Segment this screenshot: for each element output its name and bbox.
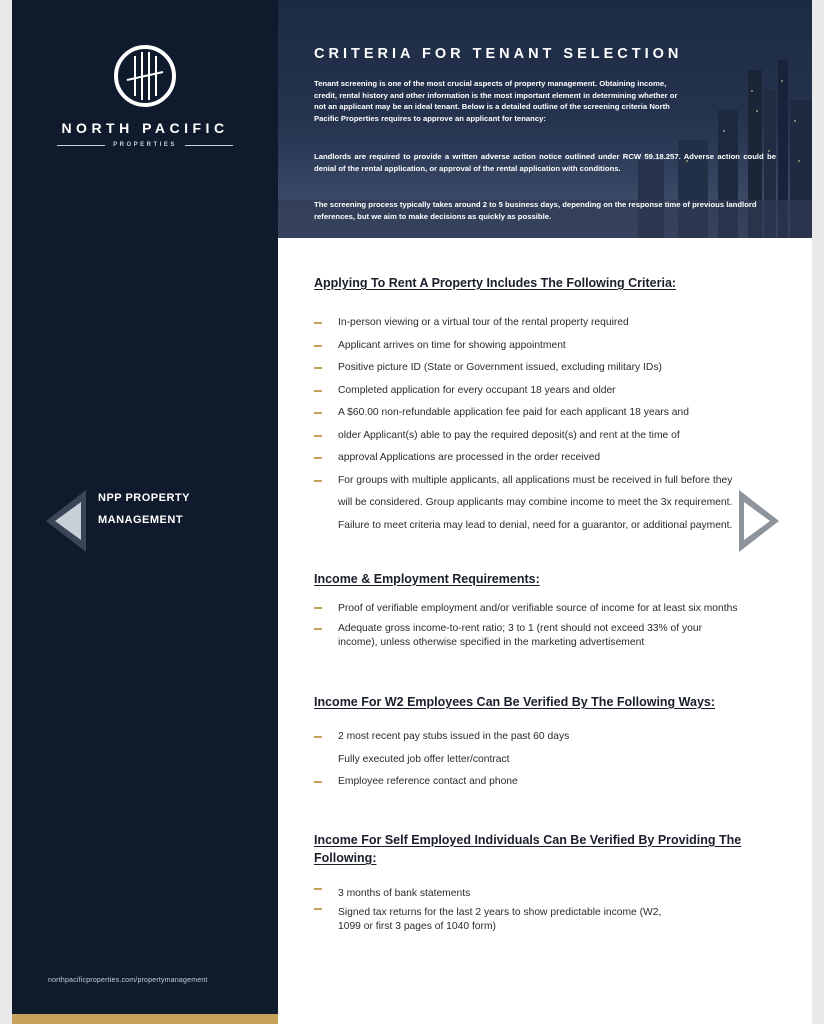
section-title-self-employed: Income For Self Employed Individuals Can Be Verified By Providing The Following:: [314, 833, 742, 865]
main-content: [278, 238, 812, 1024]
brand-logo: [12, 44, 278, 148]
page-title: CRITERIA FOR TENANT SELECTION: [314, 46, 683, 62]
dash-bullet: [314, 480, 322, 482]
list-item-text: For groups with multiple applicants, all applications must be received in full before they will be considered. Group applicants may combine income to meet the 3x requirement. Failure to meet criteria may lead to denial, need for a guarantor, or additional payment.: [338, 474, 733, 531]
divider-line: [57, 145, 105, 146]
dash-bullet: [314, 345, 322, 347]
list-item: [314, 447, 744, 470]
list-item-text: older Applicant(s) able to pay the required deposit(s) and rent at the time of: [338, 429, 680, 441]
list-item: [314, 402, 744, 425]
dash-bullet: [314, 322, 322, 324]
list-item-text: In-person viewing or a virtual tour of the rental property required: [338, 317, 629, 328]
list-item-text: approval Applications are processed in the order received: [338, 452, 601, 463]
section-label: [98, 487, 238, 531]
previous-page-arrow-icon[interactable]: [44, 488, 90, 554]
list-item: [314, 470, 736, 538]
page-edge: [812, 0, 824, 1024]
list-item: [314, 597, 738, 620]
dash-bullet: [314, 412, 322, 414]
dash-bullet: [314, 435, 322, 437]
sidebar: [12, 0, 278, 1024]
list-item-text: A $60.00 non-refundable application fee paid for each applicant 18 years and: [338, 407, 689, 418]
list-item-text: Positive picture ID (State or Government issued, excluding military IDs): [338, 362, 662, 373]
footer-url: northpacificproperties.com/propertymanagement: [48, 977, 208, 984]
dash-bullet: [314, 781, 322, 783]
logo-emblem-icon: [113, 44, 177, 108]
adverse-action-paragraph: Landlords are required to provide a written adverse action notice outlined under RCW 59.18.257. Adverse action could be denial of the rental application, or approval of the rental application with conditions.: [314, 152, 776, 173]
list-item: [314, 726, 744, 749]
dash-bullet: [314, 628, 322, 630]
list-item-text: Applicant arrives on time for showing appointment: [338, 339, 566, 351]
intro-paragraph: Tenant screening is one of the most crucial aspects of property management. Obtaining income, credit, rental history and other information is the most important element in determining whether or not an applicant may be an ideal tenant. Below is a detailed outline of the screening criteria North Pacific Properties requires to approve an applicant for tenancy:: [314, 79, 678, 123]
list-item-text: Fully executed job offer letter/contract: [338, 753, 510, 765]
list-item: [314, 906, 684, 934]
dash-bullet: [314, 888, 322, 890]
screening-time-paragraph: The screening process typically takes around 2 to 5 business days, depending on the response time of previous landlord references, but we aim to make decisions as quickly as possible.: [314, 200, 757, 221]
dash-bullet: [314, 457, 322, 459]
dash-bullet: [314, 367, 322, 369]
section-title-income: Income & Employment Requirements:: [314, 572, 540, 586]
brand-name: NORTH PACIFIC: [61, 120, 229, 136]
list-item: [314, 622, 720, 650]
list-item: [314, 749, 744, 772]
dash-bullet: [314, 736, 322, 738]
list-item-text: Completed application for every occupant 18 years and older: [338, 384, 616, 396]
gold-accent-bar: [12, 1014, 278, 1024]
list-item-text: Employee reference contact and phone: [338, 776, 518, 787]
applying-criteria-list: [314, 312, 744, 537]
list-item: [314, 335, 744, 358]
w2-verification-list: [314, 726, 744, 794]
section-label-line1: NPP PROPERTY: [98, 492, 190, 504]
dash-bullet: [314, 908, 322, 910]
divider-line: [185, 145, 233, 146]
list-item: [314, 883, 744, 904]
list-item-text: Adequate gross income-to-rent ratio; 3 to 1 (rent should not exceed 33% of your income), unless otherwise specified in the marketing advertisement: [338, 623, 703, 648]
list-item: [314, 357, 744, 380]
header-band: [278, 0, 812, 238]
brand-sub: PROPERTIES: [113, 142, 177, 148]
self-employed-verification-list: [314, 883, 744, 934]
list-item: [314, 771, 744, 794]
list-item-text: Proof of verifiable employment and/or verifiable source of income for at least six months: [338, 603, 738, 614]
list-item: [314, 312, 744, 335]
brand-sub-row: [12, 142, 278, 148]
dash-bullet: [314, 607, 322, 609]
section-label-line2: MANAGEMENT: [98, 514, 184, 526]
list-item: [314, 425, 744, 448]
list-item-text: 2 most recent pay stubs issued in the past 60 days: [338, 731, 570, 742]
income-requirements-list: [314, 597, 744, 650]
section-title-w2: Income For W2 Employees Can Be Verified By The Following Ways:: [314, 695, 716, 709]
section-title-applying: Applying To Rent A Property Includes The Following Criteria:: [314, 276, 677, 290]
next-page-arrow-icon[interactable]: [735, 488, 781, 554]
list-item: [314, 380, 744, 403]
list-item-text: 3 months of bank statements: [338, 888, 471, 899]
list-item-text: Signed tax returns for the last 2 years to show predictable income (W2, 1099 or first 3 pages of 1040 form): [338, 907, 662, 932]
dash-bullet: [314, 390, 322, 392]
